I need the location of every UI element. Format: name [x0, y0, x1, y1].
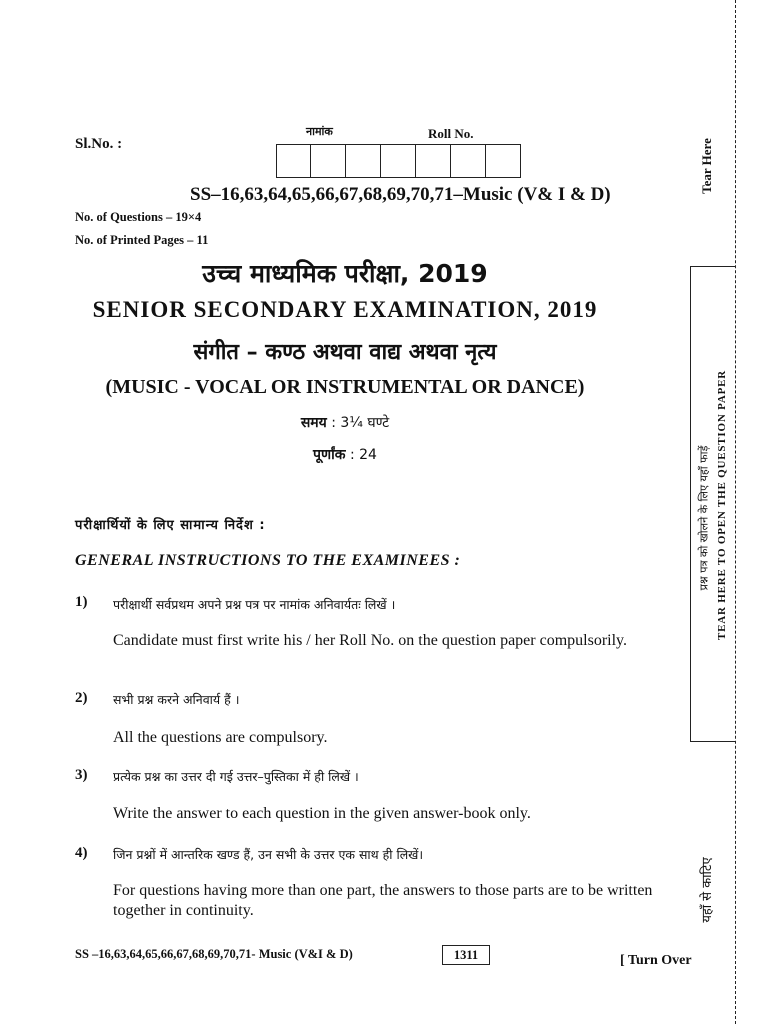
- roll-digit-box[interactable]: [311, 144, 346, 178]
- paper-code: SS–16,63,64,65,66,67,68,69,70,71–Music (V& I & D): [190, 184, 611, 205]
- turn-over-note: [ Turn Over: [620, 953, 692, 968]
- instruction-hindi: प्रत्येक प्रश्न का उत्तर दी गई उत्तर–पुस्तिका में ही लिखें ।: [113, 769, 359, 784]
- namank-label: नामांक: [306, 125, 333, 138]
- instruction-hindi: सभी प्रश्न करने अनिवार्य हैं ।: [113, 692, 240, 707]
- roll-digit-box[interactable]: [346, 144, 381, 178]
- time-label: समय: [300, 415, 327, 431]
- roll-no-label: Roll No.: [428, 126, 474, 141]
- instruction-number: 4): [75, 845, 88, 861]
- hindi-exam-title: उच्च माध्यमिक परीक्षा, 2019: [202, 259, 488, 288]
- instruction-english: For questions having more than one part, the answers to those parts are to be written together in continuity.: [113, 882, 653, 919]
- instruction-english: Candidate must first write his / her Roll No. on the question paper compulsorily.: [113, 632, 627, 649]
- roll-digit-box[interactable]: [416, 144, 451, 178]
- instruction-number: 2): [75, 690, 88, 706]
- tear-line: [735, 0, 736, 1024]
- number-of-questions: No. of Questions – 19×4: [75, 210, 202, 224]
- roll-digit-box[interactable]: [486, 144, 521, 178]
- marks-label: पूर्णांक: [313, 447, 346, 463]
- instruction-hindi: जिन प्रश्नों में आन्तरिक खण्ड हैं, उन सभी के उत्तर एक साथ ही लिखें।: [113, 847, 424, 862]
- footer-paper-code: SS –16,63,64,65,66,67,68,69,70,71- Music (V&I & D): [75, 947, 353, 961]
- time-value: : 3¼ घण्टे: [331, 415, 390, 431]
- marks-value: : 24: [349, 447, 377, 463]
- english-subject-title: (MUSIC - VOCAL OR INSTRUMENTAL OR DANCE): [105, 376, 585, 398]
- instruction-english: All the questions are compulsory.: [113, 729, 328, 746]
- footer-page-number-box: 1311: [442, 945, 490, 965]
- roll-number-boxes[interactable]: [276, 144, 521, 178]
- sl-no-label: Sl.No. :: [75, 136, 123, 152]
- number-of-pages: No. of Printed Pages – 11: [75, 233, 209, 247]
- instruction-number: 1): [75, 594, 88, 610]
- tear-here-label: Tear Here: [699, 138, 714, 194]
- english-instructions-heading: GENERAL INSTRUCTIONS TO THE EXAMINEES :: [75, 552, 461, 569]
- hindi-instructions-heading: परीक्षार्थियों के लिए सामान्य निर्देश :: [75, 518, 266, 533]
- tear-instruction-english: TEAR HERE TO OPEN THE QUESTION PAPER: [716, 369, 728, 641]
- cut-here-label: यहाँ से काटिए: [700, 857, 715, 923]
- tear-instruction-hindi: प्रश्न पत्र को खोलने के लिए यहाँ फाड़ें: [697, 445, 711, 591]
- roll-digit-box[interactable]: [276, 144, 311, 178]
- maximum-marks: [0, 445, 690, 464]
- instruction-english: Write the answer to each question in the given answer-book only.: [113, 805, 531, 822]
- hindi-subject-title: संगीत – कण्ठ अथवा वाद्य अथवा नृत्य: [193, 340, 497, 365]
- roll-digit-box[interactable]: [451, 144, 486, 178]
- time-allowed: [0, 413, 690, 432]
- english-exam-title: SENIOR SECONDARY EXAMINATION, 2019: [92, 297, 598, 322]
- instruction-number: 3): [75, 767, 88, 783]
- instruction-hindi: परीक्षार्थी सर्वप्रथम अपने प्रश्न पत्र पर नामांक अनिवार्यतः लिखें ।: [113, 597, 396, 612]
- roll-digit-box[interactable]: [381, 144, 416, 178]
